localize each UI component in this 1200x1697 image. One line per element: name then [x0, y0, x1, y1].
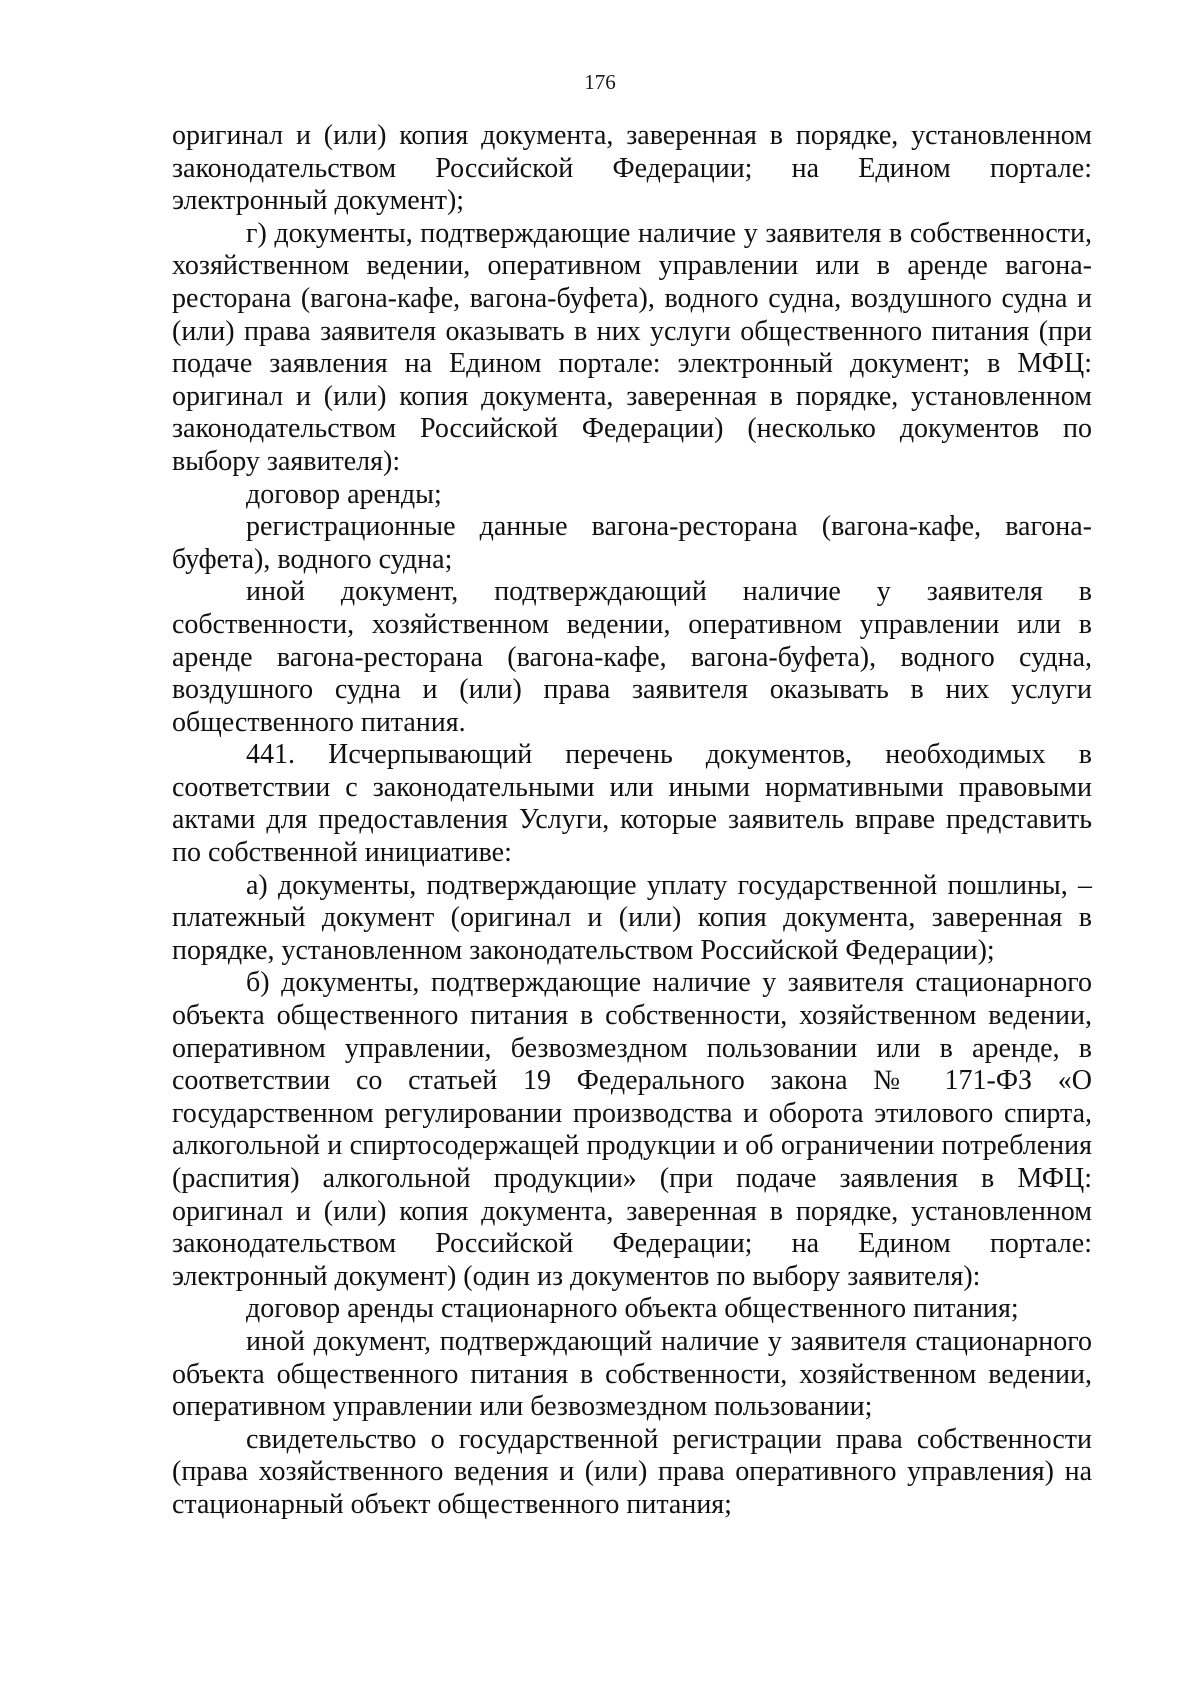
paragraph: регистрационные данные вагона-ресторана (вагона-кафе, вагона-буфета), водного судна;: [172, 511, 1092, 575]
paragraph: 441. Исчерпывающий перечень документов, необходимых в соответствии с законодательными или иными нормативными правовыми актами для предоставления Услуги, которые заявитель вправе представить по собственной инициативе:: [172, 739, 1092, 869]
paragraph: а) документы, подтверждающие уплату государственной пошлины, – платежный документ (оригинал и (или) копия документа, заверенная в порядке, установленном законодательством Российской Федерации);: [172, 869, 1092, 966]
paragraph: свидетельство о государственной регистрации права собственности (права хозяйственного ведения и (или) права оперативного управления) на стационарный объект общественного питания;: [172, 1423, 1092, 1520]
paragraph: оригинал и (или) копия документа, заверенная в порядке, установленном законодательством Российской Федерации; на Едином портале: электронный документ);: [172, 120, 1092, 217]
paragraph: иной документ, подтверждающий наличие у заявителя стационарного объекта общественного питания в собственности, хозяйственном ведении, оперативном управлении или безвозмездном пользовании;: [172, 1325, 1092, 1423]
paragraph: г) документы, подтверждающие наличие у заявителя в собственности, хозяйственном ведении, оперативном управлении или в аренде вагона-ресторана (вагона-кафе, вагона-буфета), водного судна, воздушного судна и (или) права заявителя оказывать в них услуги общественного питания (при подаче заявления на Едином портале: электронный документ; в МФЦ: оригинал и (или) копия документа, заверенная в порядке, установленном законодательством Российской Федерации) (несколько документов по выбору заявителя):: [172, 217, 1092, 477]
paragraph: договор аренды;: [246, 478, 442, 510]
paragraph: договор аренды стационарного объекта общественного питания;: [246, 1293, 1019, 1325]
page-number: 176: [584, 70, 616, 94]
paragraph: б) документы, подтверждающие наличие у заявителя стационарного объекта общественного питания в собственности, хозяйственном ведении, оперативном управлении, безвозмездном пользовании или в аренде, в соответствии со статьей 19 Федерального закона № 171-ФЗ «О государственном регулировании производства и оборота этилового спирта, алкогольной и спиртосодержащей продукции и об ограничении потребления (распития) алкогольной продукции» (при подаче заявления в МФЦ: оригинал и (или) копия документа, заверенная в порядке, установленном законодательством Российской Федерации; на Едином портале: электронный документ) (один из документов по выбору заявителя):: [172, 967, 1092, 1292]
document-body: [172, 120, 1092, 1522]
paragraph: иной документ, подтверждающий наличие у заявителя в собственности, хозяйственном ведении, оперативном управлении или в аренде вагона-ресторана (вагона-кафе, вагона-буфета), водного судна, воздушного судна и (или) права заявителя оказывать в них услуги общественного питания.: [172, 576, 1092, 738]
